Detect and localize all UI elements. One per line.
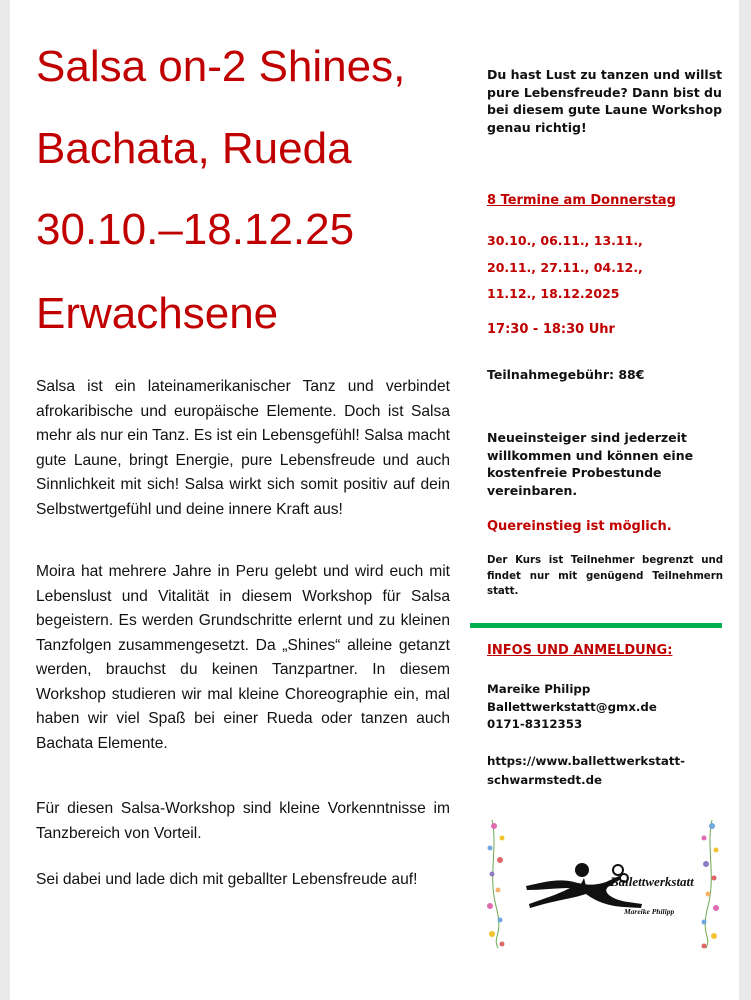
website-url-line: https://www.ballettwerkstatt- xyxy=(487,754,686,768)
body-paragraph-salsa: Salsa ist ein lateinamerikanischer Tanz und verbindet afrokaribische und europäische Elemente. Doch ist Salsa mehr als nur ein Tanz. Es ist ein Lebensgefühl! Salsa macht gute Laune, bringt Energie, pure Lebensfreude und auch Sinnlichkeit mit sich! Salsa wirkt sich somit positiv auf dein Selbstwertgefühl und deine innere Kraft aus! xyxy=(36,378,450,518)
website-url-line: schwarmstedt.de xyxy=(487,773,603,787)
green-divider xyxy=(470,623,722,628)
dates-line: 20.11., 27.11., 04.12., xyxy=(487,259,643,275)
logo-brand-name: Ballettwerkstatt xyxy=(610,874,694,889)
contact-details xyxy=(487,681,723,734)
website-url xyxy=(487,752,723,790)
late-entry-note: Quereinstieg ist möglich. xyxy=(487,519,672,534)
logo-owner-name: Mareike Philipp xyxy=(624,907,675,916)
sidebar-intro: Du hast Lust zu tanzen und willst pure Lebensfreude? Dann bist du bei diesem gute Laune Workshop genau richtig! xyxy=(487,67,723,135)
dates-heading: 8 Termine am Donnerstag xyxy=(487,193,676,208)
title-line-2: Bachata, Rueda xyxy=(36,124,352,173)
participant-limit-note: Der Kurs ist Teilnehmer begrenzt und findet nur mit genügend Teilnehmern statt. xyxy=(487,555,723,597)
contact-name: Mareike Philipp xyxy=(487,682,591,696)
dates-line: 11.12., 18.12.2025 xyxy=(487,286,620,301)
contact-phone: 0171-8312353 xyxy=(487,717,583,732)
body-paragraph-requirements: Für diesen Salsa-Workshop sind kleine Vorkenntnisse im Tanzbereich von Vorteil. xyxy=(36,800,450,842)
fee: Teilnahmegebühr: 88€ xyxy=(487,367,645,382)
contact-heading: INFOS UND ANMELDUNG: xyxy=(487,643,673,658)
time-slot: 17:30 - 18:30 Uhr xyxy=(487,322,615,337)
ballettwerkstatt-logo xyxy=(484,816,722,951)
body-paragraph-moira: Moira hat mehrere Jahre in Peru gelebt und wird euch mit Lebenslust und Vitalität in diesem Workshop für Salsa begeistern. Es werden Grundschritte erlernt und zu kleinen Tanzfolgen zusammengesetzt. Da „Shines“ alleine getanzt werden, brauchst du keinen Tanzpartner. In diesem Workshop studieren wir mal kleine Choreographie ein, mal haben wir viel Spaß bei einer Rueda oder tanzen auch Bachata Elemente. xyxy=(36,563,450,752)
contact-email: Ballettwerkstatt@gmx.de xyxy=(487,699,657,714)
title-line-1: Salsa on-2 Shines, xyxy=(36,42,406,91)
flyer-page xyxy=(10,0,739,1000)
newcomer-info: Neueinsteiger sind jederzeit willkommen und können eine kostenfreie Probestunde vereinbaren. xyxy=(487,430,694,498)
body-paragraph-closing: Sei dabei und lade dich mit geballter Lebensfreude auf! xyxy=(36,871,418,888)
dates-line: 30.10., 06.11., 13.11., xyxy=(487,233,643,248)
title-date-range: 30.10.–18.12.25 xyxy=(36,205,355,254)
dates-list xyxy=(487,228,723,308)
title-audience: Erwachsene xyxy=(36,289,279,338)
